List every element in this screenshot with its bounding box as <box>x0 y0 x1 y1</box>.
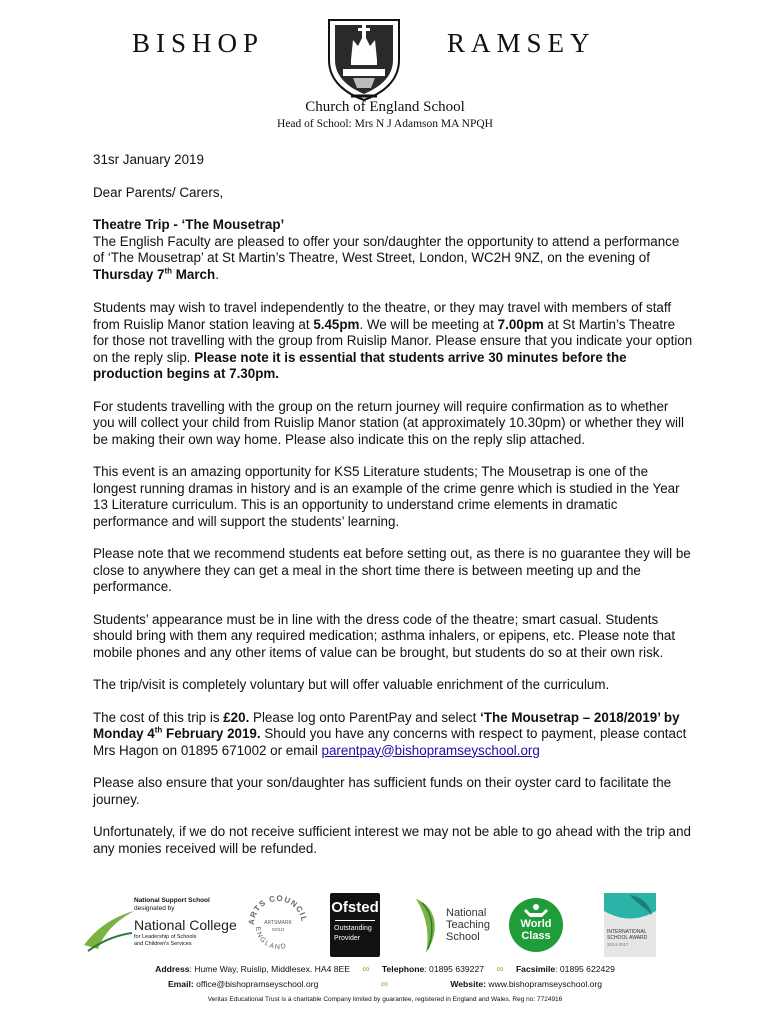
paragraph-interest: Unfortunately, if we do not receive sufficient interest we may not be able to go ahead with the trip and any monies received will be refunded. <box>93 824 691 856</box>
footer-contact-line: Address: Hume Way, Ruislip, Middlesex. HA4 8EE ∞ Telephone: 01895 639227 ∞ Facsimile: 01895 622429 <box>155 964 615 975</box>
arts-council-logo <box>246 893 310 957</box>
world-class-logo: World Class <box>508 893 564 957</box>
ofsted-logo: Ofsted Outstanding Provider <box>330 893 380 957</box>
school-name: Church of England School <box>305 99 465 115</box>
paragraph-intro: Theatre Trip - ‘The Mousetrap’ The English Faculty are pleased to offer your son/daughter the opportunity to attend a performance of ‘The Mousetrap’ at St Martin’s Theatre, West Street, London, WC2H 9NZ, on the evening of Thursday 7th March. <box>93 217 693 283</box>
paragraph-return: For students travelling with the group on the return journey will require confirmation as to whether you will collect your child from Ruislip Manor station (at approximately 10.30pm) or whether they will be making their own way home. Please also indicate this on the reply slip attached. <box>93 398 684 447</box>
footer-telephone: 01895 639227 <box>429 964 485 974</box>
svg-text:ARTS COUNCIL: ARTS COUNCIL <box>246 893 309 926</box>
national-teaching-school-leaf-icon <box>412 893 444 957</box>
letter-date: 31sr January 2019 <box>93 152 204 167</box>
footer-separator-icon: ∞ <box>496 964 504 975</box>
parentpay-email-link[interactable]: parentpay@bishopramseyschool.org <box>321 742 540 758</box>
paragraph-oyster: Please also ensure that your son/daughter has sufficient funds on their oyster card to facilitate the journey. <box>93 775 672 807</box>
footer-separator-icon: ∞ <box>380 979 388 990</box>
letter-salutation: Dear Parents/ Carers, <box>93 184 224 200</box>
svg-text:ENGLAND: ENGLAND <box>253 926 289 952</box>
paragraph-cost: The cost of this trip is £20. Please log onto ParentPay and select ‘The Mousetrap – 2018/2019’ by Monday 4th February 2019. Should you have any concerns with respect to payment, please contact Mrs Hagon on 01895 671002 or email parentpay@bishopramseyschool.org <box>93 709 687 758</box>
footer-facsimile: 01895 622429 <box>559 964 615 974</box>
letter-subject: Theatre Trip - ‘The Mousetrap’ <box>93 217 285 232</box>
footer-website-link[interactable]: www.bishopramseyschool.org <box>488 979 603 989</box>
svg-text:ARTSMARK: ARTSMARK <box>264 920 292 926</box>
header-word-bishop: BISHOP <box>132 28 265 58</box>
international-school-award-logo: INTERNATIONAL SCHOOL AWARD 2014-2017 <box>604 893 656 957</box>
paragraph-dress-code: Students’ appearance must be in line with the dress code of the theatre; smart casual. Students should bring with them any required medication; asthma inhalers, or epipens, etc. Please note that mobile phones and any other items of value can be brought, but students do so at their own risk. <box>93 611 676 660</box>
arts-council-seal-icon <box>246 893 310 957</box>
national-teaching-school-logo: National Teaching School <box>412 893 496 957</box>
head-of-school: Head of School: Mrs N J Adamson MA NPQH <box>277 118 493 130</box>
paragraph-opportunity: This event is an amazing opportunity for KS5 Literature students; The Mousetrap is one of the longest running dramas in history and is an example of the crime genre which is studied in the Year 13 Literature curriculum. This is an opportunity to understand crime elements in dramatic performance and will support the students’ learning. <box>93 464 680 529</box>
footer-email-link[interactable]: office@bishopramseyschool.org <box>196 979 319 989</box>
paragraph-meal: Please note that we recommend students eat before setting out, as there is no guarantee they will be close to anywhere they can get a meal in the short time there is between meeting up and the performance. <box>93 546 691 594</box>
footer-separator-icon: ∞ <box>362 964 370 975</box>
footer-online-line: Email: office@bishopramseyschool.org ∞ Website: www.bishopramseyschool.org <box>167 979 603 990</box>
international-school-award-graphic-icon <box>604 893 656 923</box>
national-college-logo: National Support School designated by National College for Leadership of Schools and Children's Services <box>82 893 238 957</box>
letter-body <box>93 152 693 873</box>
footer-trust-statement: Veritas Educational Trust is a charitable Company limited by guarantee, registered in England and Wales. Reg no: 7724916 <box>207 996 563 1003</box>
svg-text:GOLD: GOLD <box>271 927 285 932</box>
header-word-ramsey: RAMSEY <box>447 28 596 58</box>
school-crest-icon <box>321 16 407 102</box>
paragraph-travel: Students may wish to travel independently to the theatre, or they may travel with members of staff from Ruislip Manor station leaving at 5.45pm. We will be meeting at 7.00pm at St Martin’s Theatre for those not travelling with the group from Ruislip Manor. Please ensure that you indicate your option on the reply slip. Please note it is essential that students arrive 30 minutes before the production begins at 7.30pm. <box>93 300 693 381</box>
paragraph-voluntary: The trip/visit is completely voluntary but will offer valuable enrichment of the curriculum. <box>93 677 610 692</box>
accreditation-logos <box>0 893 770 959</box>
footer-address: Hume Way, Ruislip, Middlesex. HA4 8EE <box>194 964 350 974</box>
